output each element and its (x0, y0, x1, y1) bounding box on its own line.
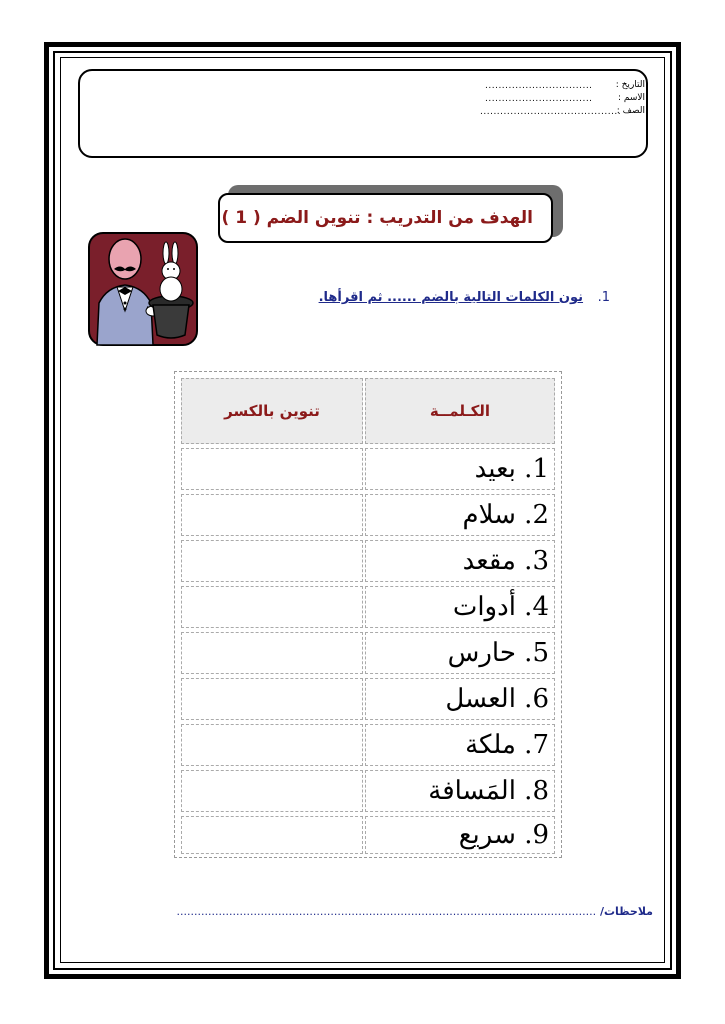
word-text: 9. سريع (458, 820, 549, 850)
word-text: 5. حارس (447, 638, 549, 668)
name-label: الاسم : (617, 93, 645, 103)
instruction-text: نون الكلمات التالية بالضم ...... ثم اقرأها. (318, 290, 584, 305)
answer-cell[interactable] (181, 586, 363, 628)
class-label: الصف : (616, 106, 645, 116)
instruction (290, 290, 610, 310)
word-text: 4. أدوات (452, 592, 549, 622)
word-text: 7. ملكة (465, 730, 549, 760)
answer-cell[interactable] (181, 678, 363, 720)
answer-cell[interactable] (181, 540, 363, 582)
name-field[interactable]: ................................ (485, 94, 593, 104)
header-cell-word (365, 378, 555, 444)
notes-label: ملاحظات/ (599, 905, 653, 918)
word-text: 3. مقعد (462, 546, 549, 576)
notes-line (138, 905, 653, 923)
header-tanween-label: تنوين بالكسر (224, 402, 320, 420)
notes-field[interactable]: ........................................................................................................................ (176, 905, 597, 918)
word-text: 2. سلام (462, 500, 549, 530)
class-field[interactable]: .......................................... (480, 107, 622, 117)
answer-cell[interactable] (181, 448, 363, 490)
answer-cell[interactable] (181, 770, 363, 812)
answer-cell[interactable] (181, 632, 363, 674)
date-label: التاريخ : (615, 80, 645, 90)
word-text: 1. بعيد (474, 454, 549, 484)
word-text: 6. العسل (445, 684, 549, 714)
goal-title: الهدف من التدريب : تنوين الضم ( 1 ) (221, 208, 533, 228)
date-field[interactable]: ................................ (485, 81, 593, 91)
word-table (174, 371, 562, 858)
word-text: 8. المَسافة (428, 776, 549, 806)
magician-with-rabbit-icon (87, 231, 199, 347)
answer-cell[interactable] (181, 494, 363, 536)
goal-box (218, 193, 553, 243)
answer-cell[interactable] (181, 724, 363, 766)
answer-cell[interactable] (181, 816, 363, 854)
header-cell-tanween (181, 378, 363, 444)
instruction-number: 1. (597, 290, 610, 305)
header-word-label: الكـلمــة (429, 402, 491, 420)
